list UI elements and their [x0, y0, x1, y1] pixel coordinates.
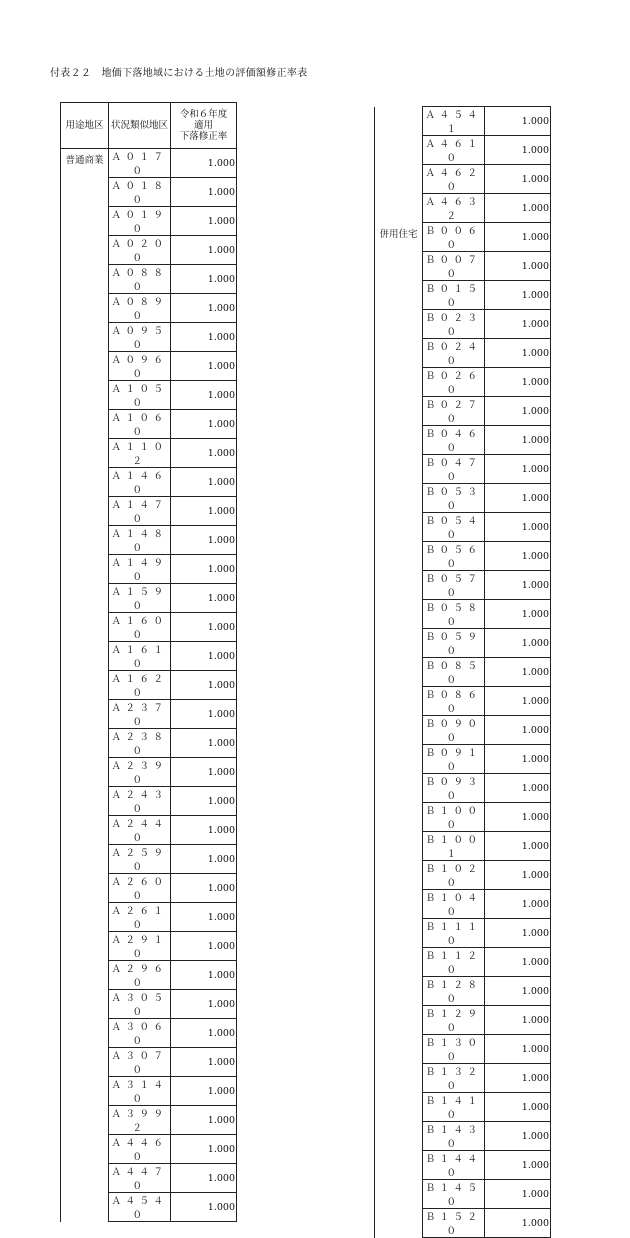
- district-code: Ｂ０４６０: [423, 426, 485, 455]
- district-code: Ａ４６２０: [423, 165, 485, 194]
- usage-district-cell: 併用住宅: [375, 223, 423, 1238]
- correction-rate: 1.000: [171, 903, 237, 932]
- district-code: Ａ４６１０: [423, 136, 485, 165]
- correction-rate: 1.000: [485, 774, 551, 803]
- header-similar-area: 状況類似地区: [109, 103, 171, 149]
- correction-rate: 1.000: [171, 961, 237, 990]
- district-code: Ｂ０５４０: [423, 513, 485, 542]
- district-code: Ａ０８９０: [109, 294, 171, 323]
- correction-rate: 1.000: [171, 671, 237, 700]
- correction-rate: 1.000: [485, 397, 551, 426]
- district-code: Ａ４４６０: [109, 1135, 171, 1164]
- district-code: Ａ１６００: [109, 613, 171, 642]
- district-code: Ｂ０５９０: [423, 629, 485, 658]
- district-code: Ａ２４４０: [109, 816, 171, 845]
- district-code: Ｂ０２７０: [423, 397, 485, 426]
- district-code: Ｂ０１５０: [423, 281, 485, 310]
- district-code: Ｂ０２４０: [423, 339, 485, 368]
- correction-rate: 1.000: [171, 758, 237, 787]
- table-row: [61, 149, 237, 178]
- table-row: [375, 107, 551, 136]
- correction-rate: 1.000: [485, 426, 551, 455]
- correction-rate: 1.000: [485, 455, 551, 484]
- district-code: Ａ０１８０: [109, 178, 171, 207]
- correction-rate: 1.000: [485, 832, 551, 861]
- district-code: Ａ２６００: [109, 874, 171, 903]
- district-code: Ａ１０５０: [109, 381, 171, 410]
- correction-rate: 1.000: [485, 310, 551, 339]
- correction-rate: 1.000: [171, 642, 237, 671]
- district-code: Ｂ１０００: [423, 803, 485, 832]
- district-code: Ａ３９９２: [109, 1106, 171, 1135]
- correction-rate: 1.000: [485, 513, 551, 542]
- correction-rate: 1.000: [485, 223, 551, 252]
- district-code: Ａ１６２０: [109, 671, 171, 700]
- district-code: Ａ４４７０: [109, 1164, 171, 1193]
- correction-rate: 1.000: [171, 845, 237, 874]
- district-code: Ａ４５４１: [423, 107, 485, 136]
- correction-rate: 1.000: [171, 990, 237, 1019]
- district-code: Ｂ００６０: [423, 223, 485, 252]
- correction-rate: 1.000: [171, 613, 237, 642]
- district-code: Ａ４５４０: [109, 1193, 171, 1222]
- correction-rate: 1.000: [485, 339, 551, 368]
- district-code: Ｂ０４７０: [423, 455, 485, 484]
- correction-rate: 1.000: [171, 816, 237, 845]
- correction-rate: 1.000: [485, 629, 551, 658]
- correction-rate: 1.000: [171, 526, 237, 555]
- district-code: Ａ１６１０: [109, 642, 171, 671]
- correction-rate: 1.000: [485, 252, 551, 281]
- correction-rate: 1.000: [171, 149, 237, 178]
- district-code: Ａ０２００: [109, 236, 171, 265]
- left-rate-table: [60, 102, 237, 1222]
- district-code: Ａ１４７０: [109, 497, 171, 526]
- correction-rate: 1.000: [485, 281, 551, 310]
- district-code: Ａ２３８０: [109, 729, 171, 758]
- header-usage-district: 用途地区: [61, 103, 109, 149]
- district-code: Ａ１０６０: [109, 410, 171, 439]
- district-code: Ｂ０５８０: [423, 600, 485, 629]
- district-code: Ｂ０８５０: [423, 658, 485, 687]
- correction-rate: 1.000: [485, 919, 551, 948]
- district-code: Ａ２６１０: [109, 903, 171, 932]
- correction-rate: 1.000: [171, 1019, 237, 1048]
- header-rate-line1: 令和６年度: [179, 109, 228, 120]
- district-code: Ａ３１４０: [109, 1077, 171, 1106]
- district-code: Ｂ１００１: [423, 832, 485, 861]
- district-code: Ａ２９１０: [109, 932, 171, 961]
- correction-rate: 1.000: [171, 932, 237, 961]
- correction-rate: 1.000: [485, 136, 551, 165]
- district-code: Ａ１４６０: [109, 468, 171, 497]
- correction-rate: 1.000: [485, 542, 551, 571]
- district-code: Ｂ１４３０: [423, 1122, 485, 1151]
- correction-rate: 1.000: [171, 207, 237, 236]
- district-code: Ｂ０８６０: [423, 687, 485, 716]
- correction-rate: 1.000: [171, 787, 237, 816]
- district-code: Ｂ０２３０: [423, 310, 485, 339]
- correction-rate: 1.000: [171, 468, 237, 497]
- district-code: Ｂ００７０: [423, 252, 485, 281]
- correction-rate: 1.000: [485, 687, 551, 716]
- right-rate-table: [374, 106, 551, 1238]
- table-row: [375, 223, 551, 252]
- district-code: Ａ０９５０: [109, 323, 171, 352]
- correction-rate: 1.000: [171, 439, 237, 468]
- district-code: Ｂ１４５０: [423, 1180, 485, 1209]
- header-rate-line3: 下落修正率: [179, 131, 228, 142]
- correction-rate: 1.000: [171, 874, 237, 903]
- district-code: Ｂ０２６０: [423, 368, 485, 397]
- correction-rate: 1.000: [485, 1064, 551, 1093]
- correction-rate: 1.000: [171, 497, 237, 526]
- correction-rate: 1.000: [171, 555, 237, 584]
- district-code: Ａ０８８０: [109, 265, 171, 294]
- correction-rate: 1.000: [171, 381, 237, 410]
- correction-rate: 1.000: [485, 861, 551, 890]
- correction-rate: 1.000: [171, 1193, 237, 1222]
- district-code: Ｂ０９３０: [423, 774, 485, 803]
- correction-rate: 1.000: [171, 1048, 237, 1077]
- correction-rate: 1.000: [485, 600, 551, 629]
- district-code: Ａ１１０２: [109, 439, 171, 468]
- page-title: 付表２２ 地価下落地域における土地の評価額修正率表: [50, 68, 308, 79]
- correction-rate: 1.000: [485, 803, 551, 832]
- correction-rate: 1.000: [171, 410, 237, 439]
- correction-rate: 1.000: [485, 194, 551, 223]
- district-code: Ｂ１０４０: [423, 890, 485, 919]
- district-code: Ａ１４９０: [109, 555, 171, 584]
- district-code: Ａ１４８０: [109, 526, 171, 555]
- district-code: Ａ３０５０: [109, 990, 171, 1019]
- district-code: Ａ０１９０: [109, 207, 171, 236]
- correction-rate: 1.000: [171, 178, 237, 207]
- district-code: Ａ２９６０: [109, 961, 171, 990]
- correction-rate: 1.000: [485, 658, 551, 687]
- correction-rate: 1.000: [485, 1209, 551, 1238]
- correction-rate: 1.000: [171, 1077, 237, 1106]
- correction-rate: 1.000: [171, 352, 237, 381]
- correction-rate: 1.000: [485, 1151, 551, 1180]
- correction-rate: 1.000: [171, 1106, 237, 1135]
- correction-rate: 1.000: [485, 745, 551, 774]
- correction-rate: 1.000: [485, 571, 551, 600]
- header-row: [61, 103, 237, 149]
- district-code: Ｂ１４１０: [423, 1093, 485, 1122]
- district-code: Ｂ１４４０: [423, 1151, 485, 1180]
- district-code: Ａ２３７０: [109, 700, 171, 729]
- correction-rate: 1.000: [485, 107, 551, 136]
- district-code: Ａ０１７０: [109, 149, 171, 178]
- header-rate-line2: 適用: [193, 120, 213, 131]
- district-code: Ｂ０５６０: [423, 542, 485, 571]
- district-code: Ｂ１１２０: [423, 948, 485, 977]
- correction-rate: 1.000: [485, 716, 551, 745]
- district-code: Ｂ０９１０: [423, 745, 485, 774]
- correction-rate: 1.000: [485, 948, 551, 977]
- district-code: Ｂ１２９０: [423, 1006, 485, 1035]
- district-code: Ａ２３９０: [109, 758, 171, 787]
- correction-rate: 1.000: [171, 700, 237, 729]
- correction-rate: 1.000: [171, 323, 237, 352]
- correction-rate: 1.000: [171, 584, 237, 613]
- usage-district-cell: 普通商業: [61, 149, 109, 1222]
- district-code: Ｂ１１１０: [423, 919, 485, 948]
- correction-rate: 1.000: [485, 1093, 551, 1122]
- district-code: Ｂ０５７０: [423, 571, 485, 600]
- district-code: Ａ１５９０: [109, 584, 171, 613]
- district-code: Ｂ１５２０: [423, 1209, 485, 1238]
- district-code: Ａ３０７０: [109, 1048, 171, 1077]
- district-code: Ａ３０６０: [109, 1019, 171, 1048]
- correction-rate: 1.000: [171, 236, 237, 265]
- correction-rate: 1.000: [485, 1180, 551, 1209]
- district-code: Ｂ０５３０: [423, 484, 485, 513]
- district-code: Ａ２４３０: [109, 787, 171, 816]
- correction-rate: 1.000: [171, 294, 237, 323]
- correction-rate: 1.000: [485, 368, 551, 397]
- correction-rate: 1.000: [171, 265, 237, 294]
- header-rate: [171, 103, 237, 149]
- district-code: Ａ２５９０: [109, 845, 171, 874]
- correction-rate: 1.000: [485, 890, 551, 919]
- correction-rate: 1.000: [171, 729, 237, 758]
- district-code: Ｂ０９００: [423, 716, 485, 745]
- correction-rate: 1.000: [485, 165, 551, 194]
- district-code: Ｂ１０２０: [423, 861, 485, 890]
- district-code: Ｂ１３００: [423, 1035, 485, 1064]
- district-code: Ａ０９６０: [109, 352, 171, 381]
- correction-rate: 1.000: [485, 1006, 551, 1035]
- correction-rate: 1.000: [485, 484, 551, 513]
- correction-rate: 1.000: [171, 1164, 237, 1193]
- usage-district-cell: [375, 107, 423, 223]
- correction-rate: 1.000: [171, 1135, 237, 1164]
- correction-rate: 1.000: [485, 1122, 551, 1151]
- district-code: Ｂ１２８０: [423, 977, 485, 1006]
- district-code: Ｂ１３２０: [423, 1064, 485, 1093]
- correction-rate: 1.000: [485, 977, 551, 1006]
- district-code: Ａ４６３２: [423, 194, 485, 223]
- correction-rate: 1.000: [485, 1035, 551, 1064]
